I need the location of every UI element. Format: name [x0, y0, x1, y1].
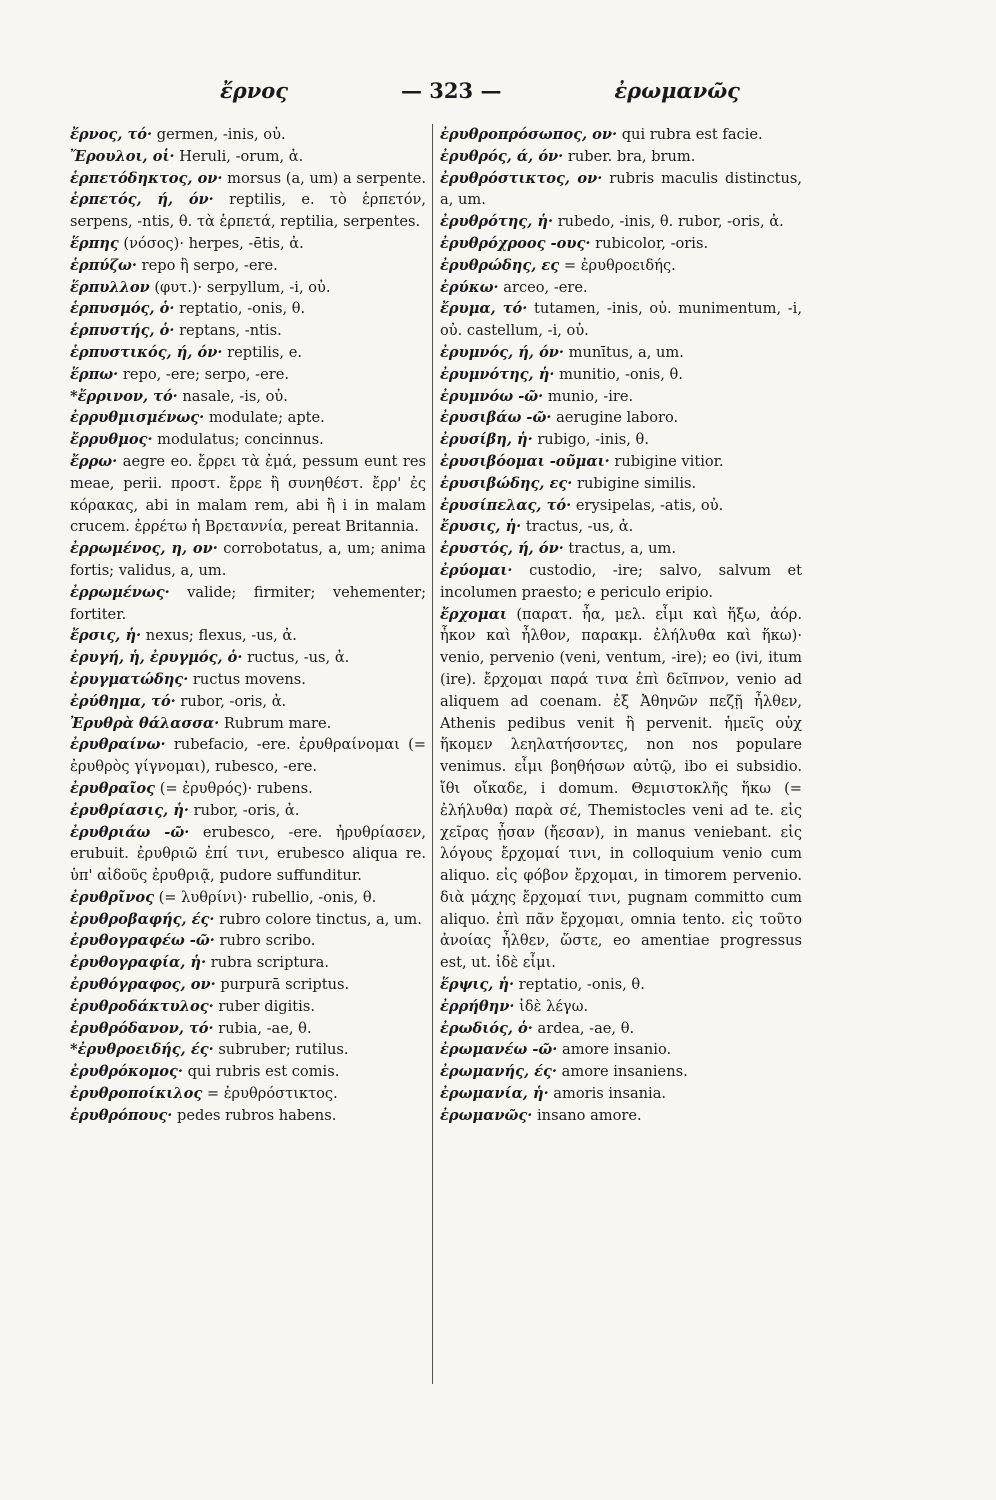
- entry-definition: valide; firmiter; vehementer; fortiter.: [70, 583, 426, 623]
- dictionary-entry: [440, 277, 802, 299]
- entry-headword: ἐρωμανής, ές·: [440, 1063, 558, 1081]
- dictionary-entry: [440, 124, 802, 146]
- entry-headword: ἐρυσιβόομαι -οῦμαι·: [440, 452, 610, 470]
- entry-headword: Ἔρουλοι, οἱ·: [70, 147, 175, 165]
- entry-headword: ἐρρωμένως·: [70, 583, 170, 601]
- entry-headword: Ἐρυθρὰ θάλασσα·: [70, 714, 220, 732]
- entry-definition: rubigine similis.: [576, 474, 697, 492]
- entry-definition: nasale, -is, οὐ.: [182, 387, 288, 405]
- dictionary-entry: [440, 560, 802, 604]
- entry-headword: ἐρυθριάω -ῶ·: [70, 823, 190, 841]
- entry-headword: ἐρυθρῖνος: [70, 888, 154, 906]
- dictionary-entry: [70, 298, 426, 320]
- entry-headword: ἔρχομαι: [440, 605, 507, 623]
- entry-definition: rubicolor, -oris.: [595, 234, 709, 252]
- dictionary-entry: [70, 669, 426, 691]
- entry-definition: ructus movens.: [192, 670, 306, 688]
- entry-headword: ἐρυθρόχροος -ους·: [440, 234, 591, 252]
- entry-headword: ἐρυθογραφέω -ῶ·: [70, 932, 215, 950]
- entry-headword: ἐρυθροδάκτυλος·: [70, 997, 214, 1015]
- entry-headword: ἐρρυθμισμένως·: [70, 409, 205, 427]
- entry-definition: ardea, -ae, θ.: [537, 1019, 635, 1037]
- entry-definition: aerugine laboro.: [556, 409, 679, 427]
- entry-headword: ἐρυσίβη, ἡ·: [440, 431, 533, 449]
- dictionary-entry: [70, 1083, 426, 1105]
- entry-definition: rubor, -oris, ἀ.: [193, 801, 300, 819]
- entry-headword: ἐρυθροβαφής, ές·: [70, 910, 215, 928]
- entry-headword: ἐρυγή, ἡ, ἐρυγμός, ὁ·: [70, 649, 243, 667]
- entry-definition: reptatio, -onis, θ.: [518, 976, 645, 994]
- entry-definition: rubigo, -inis, θ.: [537, 431, 649, 449]
- dictionary-entry: [70, 647, 426, 669]
- entry-definition: subruber; rutilus.: [218, 1041, 349, 1059]
- entry-headword: ἐρρωμένος, η, ον·: [70, 540, 218, 558]
- dictionary-entry: [70, 342, 426, 364]
- entry-definition: = ἐρυθροειδής.: [563, 256, 676, 274]
- dictionary-entry: [70, 1061, 426, 1083]
- entry-headword: ἔρνος, τό·: [70, 126, 153, 143]
- entry-headword: ἑρπυστικός, ή, όν·: [70, 343, 223, 361]
- dictionary-entry: [70, 996, 426, 1018]
- entry-headword: ἐρυστός, ή, όν·: [440, 540, 564, 558]
- dictionary-entry: [70, 713, 426, 735]
- dictionary-entry: [70, 800, 426, 822]
- entry-definition: amoris insania.: [553, 1085, 667, 1103]
- entry-definition: qui rubra est facie.: [621, 126, 763, 143]
- entry-definition: ruber digitis.: [218, 997, 315, 1015]
- entry-definition: erubesco, -ere. ἠρυθρίασεν, erubuit. ἐρυθριῶ ἐπί τινι, erubesco aliqua re. ὑπ' αἰδοῦς ἐρυθριᾷ, pudore suffunditur.: [70, 823, 426, 885]
- entry-definition: repo ἢ serpo, -ere.: [141, 256, 278, 274]
- left-column: [70, 124, 426, 1424]
- entry-headword: ἕρπυλλον: [70, 278, 150, 296]
- entry-headword: ἐρυσιβώδης, ες·: [440, 474, 573, 492]
- entry-headword: ἐρυθρόπους·: [70, 1106, 173, 1124]
- dictionary-entry: [70, 429, 426, 451]
- entry-headword: ἔρρυθμος·: [70, 431, 153, 449]
- dictionary-entry: [440, 451, 802, 473]
- dictionary-entry: [440, 298, 802, 342]
- dictionary-entry: [70, 407, 426, 429]
- entry-headword: ἐρωμανῶς·: [440, 1106, 533, 1124]
- dictionary-entry: [70, 1018, 426, 1040]
- page-header: [220, 70, 740, 110]
- entry-definition: modulate; apte.: [208, 409, 325, 427]
- dictionary-entry: [440, 146, 802, 168]
- entry-headword: ἐρυμνός, ή, όν·: [440, 343, 565, 361]
- entry-headword: ἕρψις, ἡ·: [440, 976, 515, 994]
- dictionary-entry: [70, 974, 426, 996]
- dictionary-entry: [440, 473, 802, 495]
- dictionary-entry: [440, 996, 802, 1018]
- dictionary-entry: [70, 124, 426, 146]
- dictionary-entry: [70, 277, 426, 299]
- dictionary-entry: [70, 822, 426, 887]
- entry-headword: ἐρυθρόστικτος, ον·: [440, 169, 603, 187]
- dictionary-entry: [440, 516, 802, 538]
- dictionary-entry: [440, 429, 802, 451]
- entry-definition: qui rubris est comis.: [187, 1063, 340, 1081]
- dictionary-entry: [440, 168, 802, 212]
- entry-definition: morsus (a, um) a serpente.: [227, 169, 426, 187]
- dictionary-entry: [440, 364, 802, 386]
- dictionary-entry: [440, 538, 802, 560]
- dictionary-entry: [70, 691, 426, 713]
- entry-headword: ἑρπετός, ή, όν·: [70, 191, 214, 209]
- entry-definition: repo, -ere; serpo, -ere.: [122, 365, 289, 383]
- dictionary-entry: [70, 625, 426, 647]
- entry-definition: aegre eo. ἔρρει τὰ ἐμά, pessum eunt res meae, perii. προστ. ἔρρε ἢ συνηθέστ. ἔρρ' ἐς κόρακας, abi in malam rem, abi ἢ i in malam crucem. ἐρρέτω ἡ Βρεταννία, pereat Britannia.: [70, 452, 426, 536]
- entry-headword: ἔρυμα, τό·: [440, 300, 528, 318]
- dictionary-entry: [440, 342, 802, 364]
- entry-definition: rubefacio, -ere. ἐρυθραίνομαι (= ἐρυθρὸς γίγνομαι), rubesco, -ere.: [70, 736, 426, 776]
- entry-definition: rubra scriptura.: [210, 954, 329, 972]
- entry-definition: rubor, -oris, ἀ.: [180, 692, 287, 710]
- entry-definition: Heruli, -orum, ἀ.: [179, 147, 304, 165]
- entry-definition: insano amore.: [537, 1106, 642, 1124]
- entry-headword: ἐρυθόγραφος, ον·: [70, 976, 216, 994]
- entry-headword: ἕρπω·: [70, 365, 119, 383]
- dictionary-entry: [440, 974, 802, 996]
- entry-headword: ἐρυμνόω -ῶ·: [440, 387, 544, 405]
- entry-definition: purpurā scriptus.: [220, 976, 350, 994]
- entry-headword: ἐρύθημα, τό·: [70, 692, 176, 710]
- entry-headword: ἐρυθραίνω·: [70, 736, 166, 754]
- entry-definition: (= ἐρυθρός)· rubens.: [159, 779, 313, 797]
- right-column: [440, 124, 802, 1424]
- dictionary-entry: [70, 168, 426, 190]
- entry-headword: ἐρυθρόκομος·: [70, 1063, 183, 1081]
- dictionary-entry: [70, 233, 426, 255]
- entry-headword: ἐρυθραῖος: [70, 779, 156, 797]
- entry-definition: amore insanio.: [562, 1041, 672, 1059]
- dictionary-entry: [440, 1039, 802, 1061]
- entry-definition: modulatus; concinnus.: [157, 431, 324, 449]
- entry-headword: ἐρυθροποίκιλος: [70, 1085, 203, 1103]
- header-right-word: ἐρωμανῶς: [614, 77, 740, 103]
- dictionary-entry: [440, 604, 802, 975]
- entry-definition: munio, -ire.: [547, 387, 634, 405]
- page-number: — 323 —: [401, 77, 502, 103]
- entry-definition: corrobotatus, a, um; anima fortis; validus, a, um.: [70, 540, 426, 579]
- entry-headword: ἐρυθρός, ά, όν·: [440, 147, 564, 165]
- entry-definition: ructus, -us, ἀ.: [247, 649, 350, 667]
- dictionary-entry: [70, 255, 426, 277]
- dictionary-entry: [70, 189, 426, 233]
- dictionary-entry: [70, 778, 426, 800]
- entry-definition: (= λυθρίνι)· rubellio, -onis, θ.: [158, 888, 377, 906]
- dictionary-entry: [440, 1083, 802, 1105]
- entry-headword: ἔρυσις, ἡ·: [440, 518, 522, 536]
- entry-headword: ἑρπετόδηκτος, ον·: [70, 169, 223, 187]
- entry-definition: = ἐρυθρόστικτος.: [206, 1085, 338, 1103]
- entry-headword: ἐρυθρόδανον, τό·: [70, 1019, 214, 1037]
- entry-definition: reptatio, -onis, θ.: [179, 300, 306, 318]
- entry-definition: rubro colore tinctus, a, um.: [219, 910, 422, 928]
- entry-headword: *ἐρυθροειδής, ές·: [70, 1041, 214, 1059]
- entry-definition: rubris maculis distinctus, a, um.: [440, 169, 802, 209]
- dictionary-entry: [440, 233, 802, 255]
- entry-headword: ἑρπυσμός, ὁ·: [70, 300, 175, 318]
- entry-headword: ἐρρήθην·: [440, 997, 515, 1015]
- dictionary-entry: [70, 582, 426, 626]
- dictionary-entry: [440, 255, 802, 277]
- entry-headword: ἐρυθρίασις, ἡ·: [70, 801, 189, 819]
- entry-headword: ἐρυθογραφία, ἡ·: [70, 954, 207, 972]
- entry-definition: reptans, -ntis.: [179, 322, 282, 340]
- entry-definition: custodio, -ire; salvo, salvum et incolumen praesto; e periculo eripio.: [440, 561, 802, 601]
- dictionary-entry: [440, 1105, 802, 1127]
- entry-definition: ruber. bra, brum.: [567, 147, 696, 165]
- entry-definition: rubro scribo.: [219, 932, 316, 950]
- dictionary-entry: [440, 495, 802, 517]
- entry-definition: Rubrum mare.: [223, 714, 332, 732]
- dictionary-entry: [70, 386, 426, 408]
- dictionary-entry: [70, 734, 426, 778]
- entry-definition: ἰδὲ λέγω.: [519, 997, 589, 1015]
- entry-definition: (νόσος)· herpes, -ētis, ἀ.: [123, 234, 304, 252]
- entry-definition: arceo, -ere.: [503, 278, 588, 296]
- entry-headword: ἐρωμανέω -ῶ·: [440, 1041, 558, 1059]
- entry-headword: ἐρυγματώδης·: [70, 670, 189, 688]
- dictionary-entry: [70, 909, 426, 931]
- dictionary-entry: [440, 386, 802, 408]
- dictionary-entry: [70, 887, 426, 909]
- dictionary-entry: [440, 211, 802, 233]
- entry-headword: ἐρυθρώδης, ες: [440, 256, 560, 274]
- entry-headword: *ἔρρινον, τό·: [70, 387, 178, 405]
- entry-definition: rubia, -ae, θ.: [218, 1019, 312, 1037]
- dictionary-entry: [70, 320, 426, 342]
- dictionary-entry: [440, 1018, 802, 1040]
- entry-headword: ἑρπύζω·: [70, 256, 138, 274]
- dictionary-entry: [70, 930, 426, 952]
- header-left-word: ἔρνος: [220, 77, 289, 103]
- entry-headword: ἔρσις, ἡ·: [70, 627, 142, 645]
- entry-definition: rubedo, -inis, θ. rubor, -oris, ἀ.: [557, 213, 784, 231]
- entry-definition: tutamen, -inis, οὐ. munimentum, -i, οὐ. castellum, -i, οὐ.: [440, 300, 802, 340]
- dictionary-entry: [70, 1039, 426, 1061]
- entry-definition: erysipelas, -atis, οὐ.: [575, 496, 724, 514]
- dictionary-entry: [70, 146, 426, 168]
- entry-definition: munitio, -onis, θ.: [559, 365, 683, 383]
- dictionary-entry: [70, 364, 426, 386]
- dictionary-entry: [70, 952, 426, 974]
- entry-definition: tractus, -us, ἀ.: [525, 518, 634, 536]
- entry-headword: ἐρύκω·: [440, 278, 499, 296]
- entry-definition: (φυτ.)· serpyllum, -i, οὐ.: [154, 278, 331, 296]
- entry-headword: ἐρυσίπελας, τό·: [440, 496, 572, 514]
- entry-headword: ἐρωμανία, ἡ·: [440, 1085, 549, 1103]
- entry-definition: nexus; flexus, -us, ἀ.: [145, 627, 297, 645]
- entry-definition: tractus, a, um.: [568, 540, 677, 558]
- dictionary-entry: [440, 407, 802, 429]
- entry-definition: amore insaniens.: [561, 1063, 688, 1081]
- column-divider: [432, 124, 433, 1384]
- entry-headword: ἐρωδιός, ὁ·: [440, 1019, 533, 1037]
- entry-headword: ἐρυσιβάω -ῶ·: [440, 409, 552, 427]
- dictionary-entry: [70, 1105, 426, 1127]
- entry-headword: ἕρπης: [70, 234, 119, 252]
- entry-headword: ἐρύομαι·: [440, 561, 513, 579]
- entry-definition: munītus, a, um.: [568, 343, 684, 361]
- entry-definition: rubigine vitior.: [614, 452, 724, 470]
- dictionary-entry: [70, 451, 426, 538]
- entry-headword: ἔρρω·: [70, 452, 118, 470]
- entry-definition: germen, -inis, οὐ.: [156, 126, 286, 143]
- dictionary-entry: [440, 1061, 802, 1083]
- entry-definition: pedes rubros habens.: [177, 1106, 337, 1124]
- entry-headword: ἐρυθρότης, ἡ·: [440, 213, 554, 231]
- entry-headword: ἑρπυστής, ὁ·: [70, 322, 175, 340]
- entry-definition: (παρατ. ἦα, μελ. εἶμι καὶ ἥξω, ἀόρ. ἦκον καὶ ἦλθον, παρακμ. ἐλήλυθα καὶ ἥκω)· venio, pervenio (veni, ventum, -ire); eo (ivi, itum (ire). ἔρχομαι παρά τινα ἐπὶ δεῖπνον, venio ad aliquem ad coenam. ἐξ Ἀθηνῶν πεζῇ ἦλθεν, Athenis pedibus venit ἢ pervenit. ἡμεῖς οὐχ ἥκομεν λεηλατήσοντες, non nos populare venimus. εἶμι βοηθήσων αὐτῷ, ibo ei subsidio. ἴθι οἴκαδε, i domum. Θεμιστοκλῆς ἥκω (= ἐλήλυθα) παρὰ σέ, Themistocles veni ad te. εἰς χεῖρας ᾖσαν (ἤεσαν), in manus veniebant. εἰς λόγους ἔρχομαί τινι, in colloquium venio cum aliquo. εἰς φόβον ἔρχομαι, in timorem pervenio. διὰ μάχης ἔρχομαί τινι, pugnam committo cum aliquo. ἐπὶ πᾶν ἔρχομαι, omnia tento. εἰς τοῦτο ἀνοίας ἦλθεν, ὥστε, eo amentiae progressus est, ut. ἰδὲ εἶμι.: [440, 605, 802, 972]
- entry-definition: reptilis, e. τὸ ἑρπετόν, serpens, -ntis, θ. τὰ ἑρπετά, reptilia, serpentes.: [70, 191, 426, 231]
- entry-definition: reptilis, e.: [227, 343, 302, 361]
- entry-headword: ἐρυμνότης, ἡ·: [440, 365, 555, 383]
- dictionary-entry: [70, 538, 426, 582]
- entry-headword: ἐρυθροπρόσωπος, ον·: [440, 126, 618, 143]
